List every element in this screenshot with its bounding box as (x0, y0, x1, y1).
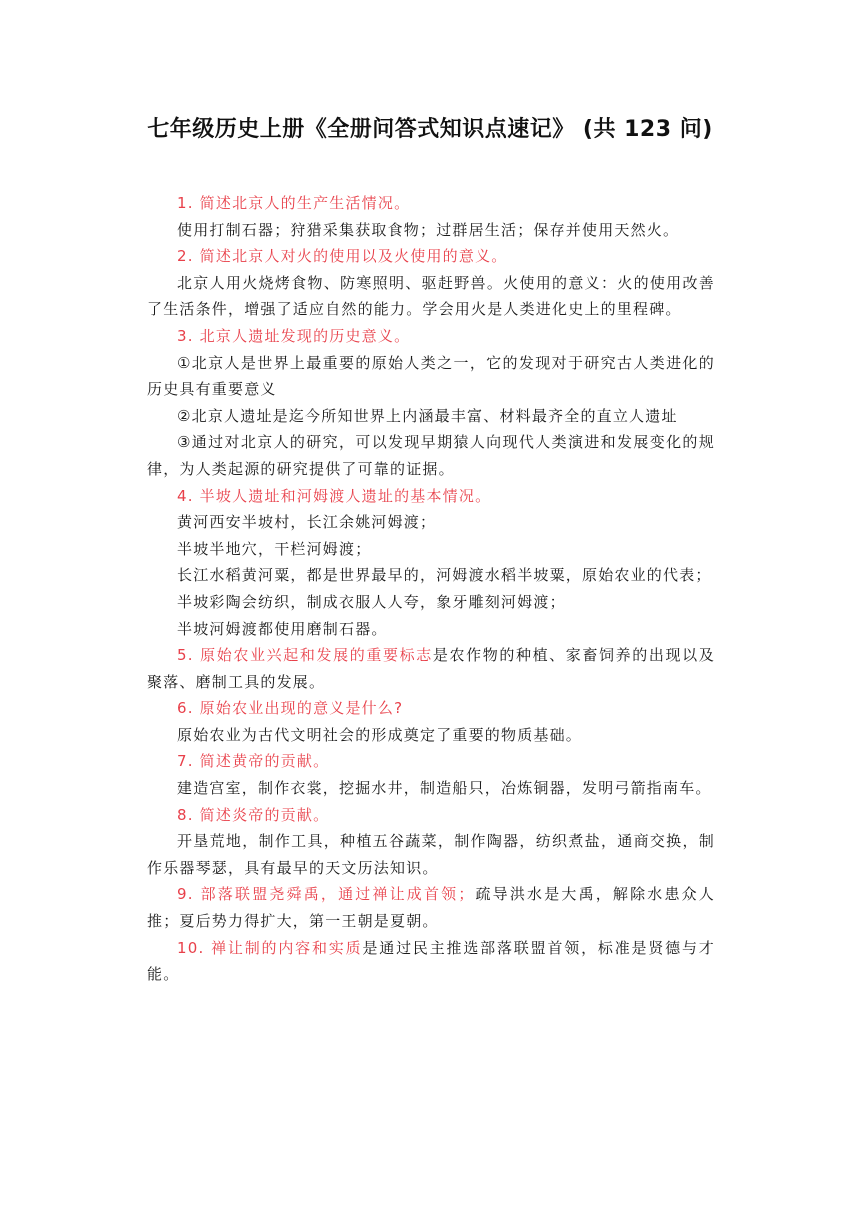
answer-3-point-1: ①北京人是世界上最重要的原始人类之一，它的发现对于研究古人类进化的历史具有重要意义 (147, 353, 715, 399)
answer-4-line-5: 半坡河姆渡都使用磨制石器。 (177, 619, 388, 638)
answer-4-line-3: 长江水稻黄河粟，都是世界最早的，河姆渡水稻半坡粟，原始农业的代表； (177, 566, 712, 585)
question-4: 4. 半坡人遗址和河姆渡人遗址的基本情况。 (177, 486, 492, 505)
question-1: 1. 简述北京人的生产生活情况。 (177, 194, 411, 212)
answer-8: 开垦荒地，制作工具，种植五谷蔬菜，制作陶器，纺织煮盐，通商交换，制作乐器琴瑟，具有最早的天文历法知识。 (147, 832, 715, 877)
answer-6: 原始农业为古代文明社会的形成奠定了重要的物质基础。 (177, 725, 583, 744)
answer-2: 北京人用火烧烤食物、防寒照明、驱赶野兽。火使用的意义：火的使用改善了生活条件，增强了适应自然的能力。学会用火是人类进化史上的里程碑。 (147, 273, 715, 319)
item-9-number: 9. (177, 885, 194, 904)
answer-1: 使用打制石器；狩猎采集获取食物；过群居生活；保存并使用天然火。 (177, 220, 680, 239)
question-6: 6. 原始农业出现的意义是什么? (177, 699, 404, 718)
answer-3-point-2: ②北京人遗址是迄今所知世界上内涵最丰富、材料最齐全的直立人遗址 (177, 406, 678, 425)
page-title: 七年级历史上册《全册问答式知识点速记》 (共 123 问) (147, 117, 713, 142)
answer-4-line-4: 半坡彩陶会纺织，制成衣服人人夸，象牙雕刻河姆渡； (177, 592, 566, 611)
item-5-number: 5. (177, 646, 194, 665)
question-8: 8. 简述炎帝的贡献。 (177, 805, 330, 824)
item-9 (147, 881, 715, 934)
item-10-highlight: 禅让制的内容和实质 (211, 938, 363, 957)
item-9-text: 疏导洪水是大禹，解除水患众人推；夏后势力得扩大，第一王朝是夏朝。 (147, 885, 716, 931)
item-9-highlight: 部落联盟尧舜禹，通过禅让成首领； (200, 885, 475, 904)
answer-4-line-2: 半坡半地穴，干栏河姆渡； (177, 539, 372, 558)
qa-content (147, 190, 715, 988)
answer-7: 建造宫室，制作衣裳，挖掘水井，制造船只，冶炼铜器，发明弓箭指南车。 (177, 779, 712, 798)
item-5-highlight: 原始农业兴起和发展的重要标志 (200, 646, 433, 665)
item-5 (147, 642, 715, 695)
question-2: 2. 简述北京人对火的使用以及火使用的意义。 (177, 247, 508, 266)
item-5-text: 是农作物的种植、家畜饲养的出现以及聚落、磨制工具的发展。 (147, 646, 715, 691)
item-10 (147, 935, 715, 988)
item-10-text: 是通过民主推选部落联盟首领，标准是贤德与才能。 (147, 938, 716, 984)
item-10-number: 10. (177, 938, 205, 957)
answer-3-point-3: ③通过对北京人的研究，可以发现早期猿人向现代人类演进和发展变化的规律，为人类起源的研究提供了可靠的证据。 (147, 433, 715, 478)
question-7: 7. 简述黄帝的贡献。 (177, 752, 330, 771)
question-3: 3. 北京人遗址发现的历史意义。 (177, 326, 411, 345)
answer-4-line-1: 黄河西安半坡村，长江余姚河姆渡； (177, 513, 437, 532)
